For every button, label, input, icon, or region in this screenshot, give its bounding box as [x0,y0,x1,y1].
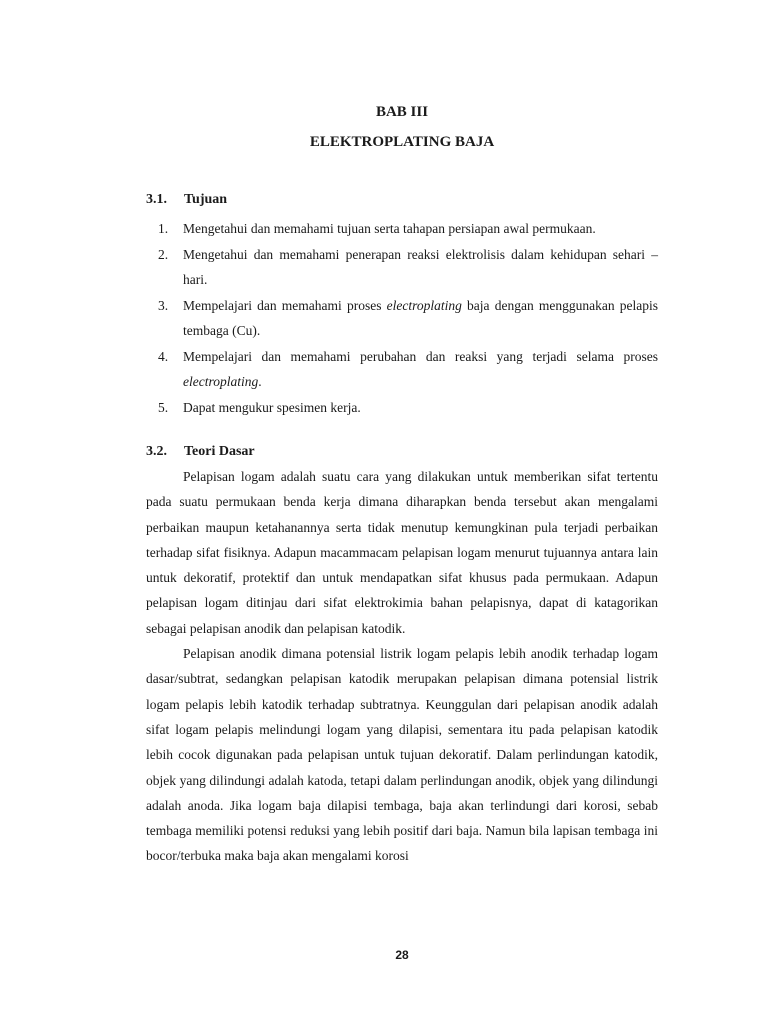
list-item-text: Mengetahui dan memahami penerapan reaksi elektrolisis dalam kehidupan sehari – hari. [183,246,658,287]
list-item-text: baja dengan menggunakan pelapis tembaga (Cu). [183,297,659,338]
list-item-text: Mengetahui dan memahami tujuan serta tahapan persiapan awal permukaan. [183,221,596,236]
list-marker: 2. [158,246,169,262]
list-marker: 3. [158,297,169,313]
list-marker: 1. [158,221,169,236]
paragraph: Pelapisan logam adalah suatu cara yang dilakukan untuk memberikan sifat tertentu pada suatu permukaan benda kerja dimana diharapkan benda tersebut akan mengalami perbaikan maupun ketahanannya serta tidak menutup kemungkinan pula terjadi perbaikan terhadap sifat fisiknya. Adapun macammacam pelapisan logam menurut tujuannya antara lain untuk dekoratif, protektif dan untuk mendapatkan sifat khusus pada permukaan. Adapun pelapisan logam ditinjau dari sifat elektrokimia bahan pelapisnya, dapat di katagorikan sebagai pelapisan anodik dan pelapisan katodik. [146,469,658,636]
section-title: Teori Dasar [184,444,255,459]
section-number: 3.2. [146,444,167,459]
section-heading-teori-dasar [146,444,255,460]
list-item [146,293,658,344]
list-marker: 5. [158,399,169,415]
list-marker: 4. [158,348,169,364]
list-item-text: Dapat mengukur spesimen kerja. [183,399,361,415]
list-item [146,242,658,293]
list-item [146,395,658,421]
paragraph: Pelapisan anodik dimana potensial listrik logam pelapis lebih anodik terhadap logam dasar/subtrat, sedangkan pelapisan katodik merupakan pelapisan dimana potensial listrik logam pelapis lebih katodik terhadap subtratnya. Keunggulan dari pelapisan anodik adalah sifat logam pelapis melindungi logam yang dilapisi, sementara itu pada pelapisan katodik lebih cocok digunakan pada pelapisan untuk tujuan dekoratif. Dalam perlindungan katodik, objek yang dilindungi adalah katoda, tetapi dalam perlindungan anodik, objek yang dilindungi adalah anoda. Jika logam baja dilapisi tembaga, baja akan terlindungi dari korosi, sebab tembaga memiliki potensi reduksi yang lebih positif dari baja. Namun bila lapisan tembaga ini bocor/terbuka maka baja akan mengalami korosi [146,646,658,864]
list-item-emphasis: electroplating [183,374,259,389]
list-item [146,216,658,242]
objectives-list [146,216,658,420]
chapter-number: BAB III [375,104,429,120]
body-text [146,464,658,869]
page-number: 28 [395,948,409,962]
list-item [146,344,658,395]
section-title: Tujuan [184,192,228,207]
list-item-emphasis: electroplating [386,297,462,313]
section-heading-tujuan [146,192,227,208]
list-item-text: Mempelajari dan memahami proses [183,297,387,313]
list-item-text: . [258,374,262,389]
section-number: 3.1. [146,192,167,207]
list-item-text: Mempelajari dan memahami perubahan dan reaksi yang terjadi selama proses [183,348,658,364]
chapter-title: ELEKTROPLATING BAJA [309,134,495,150]
